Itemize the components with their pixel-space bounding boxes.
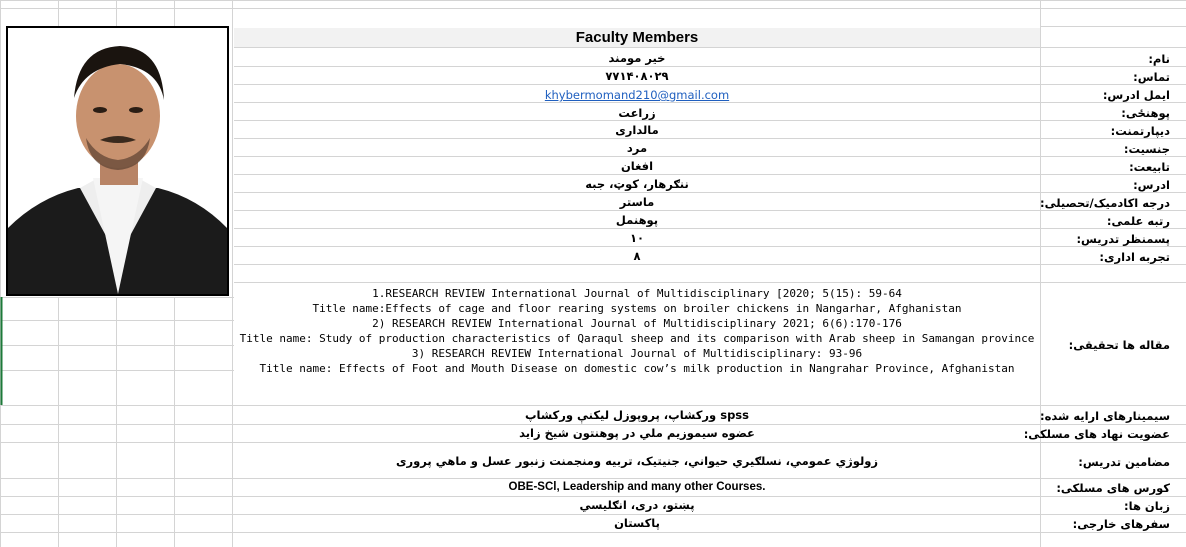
label-nationality: تابیعت:: [1129, 160, 1170, 174]
value-subjects: زولوژي عمومي، نسلګيري حيواني، جنيتيک، تربیه ومنجمنت زنبور عسل و ماهي پروری: [395, 454, 879, 468]
label-rank: رتبه علمی:: [1106, 214, 1170, 228]
value-admin: ۸: [633, 249, 641, 263]
email-link[interactable]: khybermomand210@gmail.com: [544, 88, 730, 102]
page-title: Faculty Members: [575, 29, 699, 46]
value-gender: مرد: [626, 141, 648, 155]
research-line: Title name:Effects of cage and floor rearing systems on broiler chickens in Nangarhar, Afghanistan: [312, 302, 962, 315]
label-degree: درجه اکادمیک/تحصیلی:: [1040, 196, 1170, 210]
label-travel: سفرهای خارجی:: [1072, 517, 1170, 531]
value-seminars: ورکشاپ، پروپوزل لیکنې ورکشاپ spss: [524, 408, 749, 422]
value-degree: ماستر: [619, 195, 655, 209]
portrait-illustration: [8, 28, 227, 294]
value-languages: پښتو، دری، انګلیسي: [579, 498, 695, 512]
label-faculty: پوهنځی:: [1121, 106, 1170, 120]
label-admin: تجربه اداری:: [1099, 250, 1170, 264]
value-contact: ۷۷۱۴۰۸۰۲۹: [605, 69, 669, 83]
profile-photo: [6, 26, 229, 296]
value-teaching: ۱۰: [629, 231, 645, 245]
value-faculty: زراعت: [618, 106, 656, 120]
label-department: دیپارتمنت:: [1110, 124, 1170, 138]
label-languages: زبان ها:: [1124, 499, 1170, 513]
label-memberships: عضویت نهاد های مسلکی:: [1023, 427, 1170, 441]
research-line: 2) RESEARCH REVIEW International Journal of Multidisciplinary 2021; 6(6):170-176: [372, 317, 902, 330]
value-address: ننګرهار، کوټ، جبه: [585, 177, 689, 191]
value-email-cell: [234, 88, 1040, 102]
label-research: مقاله ها تحقیقی:: [1068, 338, 1170, 352]
value-rank: پوهنمل: [615, 213, 659, 227]
label-seminars: سیمینارهای ارایه شده:: [1039, 409, 1170, 423]
label-subjects: مضامین تدریس:: [1078, 455, 1170, 469]
value-travel: پاکستان: [614, 516, 660, 530]
value-department: مالداری: [615, 123, 659, 137]
research-line: 3) RESEARCH REVIEW International Journal of Multidisciplinary: 93-96: [411, 347, 863, 360]
label-gender: جنسیت:: [1123, 142, 1170, 156]
value-courses: OBE-SCl, Leadership and many other Courses.: [508, 481, 766, 493]
research-line: Title name: Effects of Foot and Mouth Disease on domestic cow’s milk production in Nangrahar Province, Afghanistan: [259, 362, 1015, 375]
label-courses: کورس های مسلکی:: [1056, 481, 1170, 495]
label-teaching: پسمنظر تدریس:: [1076, 232, 1170, 246]
value-memberships: عضوه سیموزیم ملي در پوهنتون شیخ زاید: [519, 426, 755, 440]
label-contact: تماس:: [1133, 70, 1170, 84]
research-line: 1.RESEARCH REVIEW International Journal of Multidisciplinary [2020; 5(15): 59-64: [372, 287, 902, 300]
label-address: ادرس:: [1133, 178, 1170, 192]
research-line: Title name: Study of production characteristics of Qaraqul sheep and its comparison with Arab sheep in Samangan province: [239, 332, 1035, 345]
value-nationality: افغان: [620, 159, 654, 173]
value-name: خیر مومند: [608, 51, 666, 65]
label-email: ایمل ادرس:: [1102, 88, 1170, 102]
label-name: نام:: [1148, 52, 1170, 66]
